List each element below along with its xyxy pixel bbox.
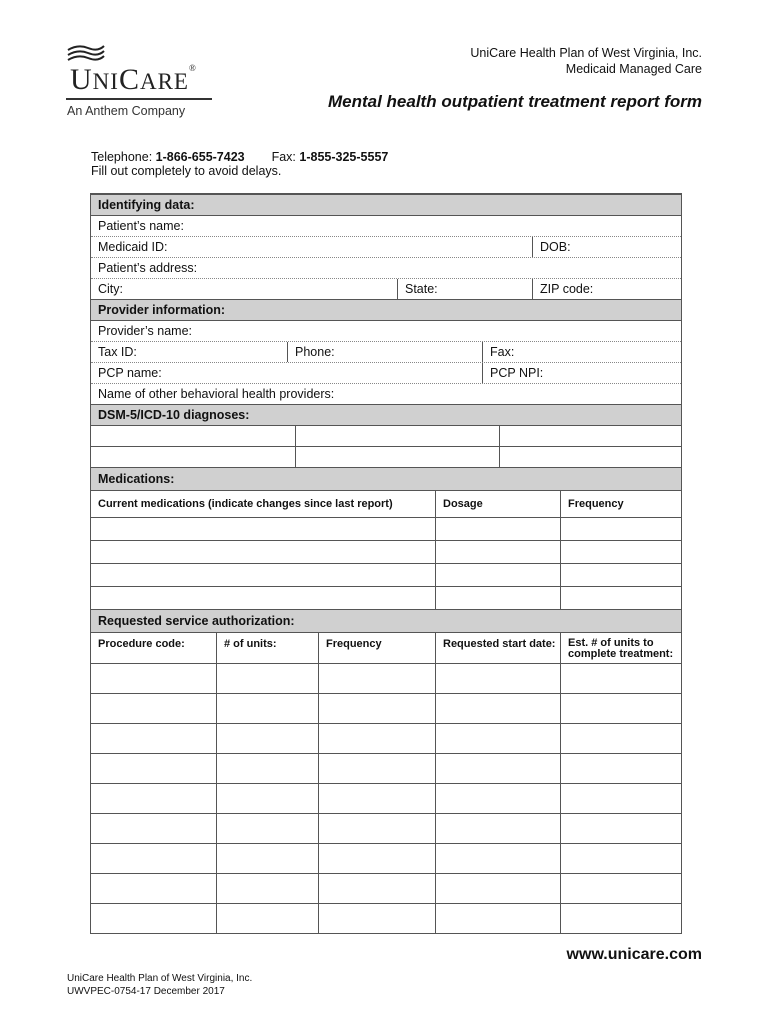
- provider-fax-field[interactable]: Fax:: [482, 342, 681, 362]
- requested-row: [91, 753, 681, 783]
- frequency-cell[interactable]: [560, 587, 681, 609]
- medication-cell[interactable]: [91, 564, 435, 586]
- requested-row: [91, 663, 681, 693]
- est-units-cell[interactable]: [560, 664, 681, 693]
- frequency-cell[interactable]: [318, 724, 435, 753]
- start-date-cell[interactable]: [435, 664, 560, 693]
- frequency-cell[interactable]: [318, 664, 435, 693]
- unicare-logo-mark: [66, 44, 106, 64]
- medication-cell[interactable]: [91, 587, 435, 609]
- requested-header: [91, 632, 681, 663]
- tax-id-field[interactable]: Tax ID:: [98, 345, 137, 359]
- footer-org: UniCare Health Plan of West Virginia, Inc.: [67, 973, 253, 984]
- procedure-cell[interactable]: [91, 724, 216, 753]
- medication-cell[interactable]: [91, 541, 435, 563]
- section-heading: Provider information:: [98, 303, 226, 317]
- patient-address-field[interactable]: [91, 257, 681, 278]
- procedure-cell[interactable]: [91, 904, 216, 933]
- medicaid-id-field[interactable]: Medicaid ID:: [98, 240, 168, 254]
- procedure-cell[interactable]: [91, 664, 216, 693]
- pcp-name-field[interactable]: PCP name:: [98, 366, 162, 380]
- est-units-cell[interactable]: [560, 904, 681, 933]
- org-name: UniCare Health Plan of West Virginia, Inc.: [470, 46, 702, 60]
- frequency-cell[interactable]: [560, 564, 681, 586]
- col-frequency: Frequency: [318, 633, 435, 663]
- field-label: Name of other behavioral health providers:: [98, 387, 335, 401]
- col-units: # of units:: [216, 633, 318, 663]
- dob-field[interactable]: DOB:: [532, 237, 681, 257]
- est-units-cell[interactable]: [560, 754, 681, 783]
- section-identifying: [91, 194, 681, 215]
- section-requested: [91, 609, 681, 632]
- requested-row: [91, 723, 681, 753]
- start-date-cell[interactable]: [435, 904, 560, 933]
- frequency-cell[interactable]: [318, 904, 435, 933]
- field-label: Patient’s address:: [98, 261, 198, 275]
- procedure-cell[interactable]: [91, 784, 216, 813]
- requested-row: [91, 873, 681, 903]
- phone-field[interactable]: Phone:: [287, 342, 482, 362]
- requested-row: [91, 903, 681, 933]
- dosage-cell[interactable]: [435, 541, 560, 563]
- field-label: Provider’s name:: [98, 324, 193, 338]
- procedure-cell[interactable]: [91, 814, 216, 843]
- col-current-medications: Current medications (indicate changes since last report): [98, 498, 393, 510]
- units-cell[interactable]: [216, 754, 318, 783]
- procedure-cell[interactable]: [91, 694, 216, 723]
- units-cell[interactable]: [216, 904, 318, 933]
- state-field[interactable]: State:: [397, 279, 532, 299]
- units-cell[interactable]: [216, 694, 318, 723]
- patient-name-field[interactable]: [91, 215, 681, 236]
- page-title: Mental health outpatient treatment report form: [327, 92, 702, 111]
- start-date-cell[interactable]: [435, 724, 560, 753]
- medication-cell[interactable]: [91, 518, 435, 540]
- fax-label: Fax:: [271, 150, 296, 164]
- medication-row: [91, 586, 681, 609]
- diagnosis-cell[interactable]: [91, 426, 295, 446]
- section-heading: Medications:: [98, 472, 175, 486]
- col-dosage: Dosage: [435, 491, 560, 517]
- frequency-cell[interactable]: [318, 694, 435, 723]
- section-heading: Requested service authorization:: [98, 614, 295, 628]
- provider-name-field[interactable]: [91, 320, 681, 341]
- col-est-units: Est. # of units to complete treatment:: [560, 633, 681, 663]
- dosage-cell[interactable]: [435, 564, 560, 586]
- frequency-cell[interactable]: [560, 518, 681, 540]
- est-units-cell[interactable]: [560, 814, 681, 843]
- frequency-cell[interactable]: [318, 814, 435, 843]
- units-cell[interactable]: [216, 874, 318, 903]
- units-cell[interactable]: [216, 844, 318, 873]
- city-field[interactable]: City:: [98, 282, 123, 296]
- dosage-cell[interactable]: [435, 587, 560, 609]
- frequency-cell[interactable]: [318, 784, 435, 813]
- units-cell[interactable]: [216, 814, 318, 843]
- org-program: Medicaid Managed Care: [565, 62, 702, 76]
- diagnosis-cell[interactable]: [499, 447, 681, 467]
- section-diagnoses: [91, 404, 681, 425]
- zip-field[interactable]: ZIP code:: [532, 279, 681, 299]
- start-date-cell[interactable]: [435, 844, 560, 873]
- pcp-npi-field[interactable]: PCP NPI:: [482, 363, 681, 383]
- start-date-cell[interactable]: [435, 754, 560, 783]
- row-pcp: [91, 362, 681, 383]
- telephone-number: 1-866-655-7423: [155, 150, 245, 164]
- other-providers-field[interactable]: [91, 383, 681, 404]
- diagnosis-cell[interactable]: [499, 426, 681, 446]
- start-date-cell[interactable]: [435, 694, 560, 723]
- instruction-text: Fill out completely to avoid delays.: [91, 164, 282, 178]
- section-provider: [91, 299, 681, 320]
- website-link[interactable]: www.unicare.com: [566, 946, 702, 963]
- row-medicaid: [91, 236, 681, 257]
- contact-line: [91, 150, 388, 164]
- row-city: [91, 278, 681, 299]
- col-procedure-code: Procedure code:: [98, 638, 185, 650]
- medications-header: [91, 490, 681, 517]
- col-frequency: Frequency: [560, 491, 681, 517]
- requested-row: [91, 843, 681, 873]
- section-medications: [91, 467, 681, 490]
- diagnosis-row: [91, 425, 681, 446]
- frequency-cell[interactable]: [318, 844, 435, 873]
- est-units-cell[interactable]: [560, 724, 681, 753]
- section-heading: DSM-5/ICD-10 diagnoses:: [98, 408, 250, 422]
- frequency-cell[interactable]: [560, 541, 681, 563]
- frequency-cell[interactable]: [318, 754, 435, 783]
- units-cell[interactable]: [216, 784, 318, 813]
- requested-row: [91, 813, 681, 843]
- procedure-cell[interactable]: [91, 754, 216, 783]
- start-date-cell[interactable]: [435, 784, 560, 813]
- medication-row: [91, 563, 681, 586]
- medication-row: [91, 540, 681, 563]
- est-units-cell[interactable]: [560, 694, 681, 723]
- diagnosis-cell[interactable]: [295, 426, 499, 446]
- frequency-cell[interactable]: [318, 874, 435, 903]
- start-date-cell[interactable]: [435, 874, 560, 903]
- telephone-label: Telephone:: [91, 150, 153, 164]
- est-units-cell[interactable]: [560, 784, 681, 813]
- diagnosis-cell[interactable]: [91, 447, 295, 467]
- est-units-cell[interactable]: [560, 874, 681, 903]
- requested-row: [91, 693, 681, 723]
- row-tax: [91, 341, 681, 362]
- units-cell[interactable]: [216, 724, 318, 753]
- field-label: Patient’s name:: [98, 219, 184, 233]
- units-cell[interactable]: [216, 664, 318, 693]
- report-form: [90, 193, 682, 934]
- medication-row: [91, 517, 681, 540]
- col-start-date: Requested start date:: [435, 633, 560, 663]
- requested-row: [91, 783, 681, 813]
- section-heading: Identifying data:: [98, 198, 195, 212]
- procedure-cell[interactable]: [91, 874, 216, 903]
- footer-form-id: UWVPEC-0754-17 December 2017: [67, 986, 225, 997]
- logo-divider: [66, 98, 212, 100]
- est-units-cell[interactable]: [560, 844, 681, 873]
- diagnosis-row: [91, 446, 681, 467]
- logo-wordmark: UNICARE®: [70, 63, 197, 96]
- fax-number: 1-855-325-5557: [299, 150, 389, 164]
- start-date-cell[interactable]: [435, 814, 560, 843]
- dosage-cell[interactable]: [435, 518, 560, 540]
- procedure-cell[interactable]: [91, 844, 216, 873]
- logo-subtitle: An Anthem Company: [67, 104, 186, 118]
- diagnosis-cell[interactable]: [295, 447, 499, 467]
